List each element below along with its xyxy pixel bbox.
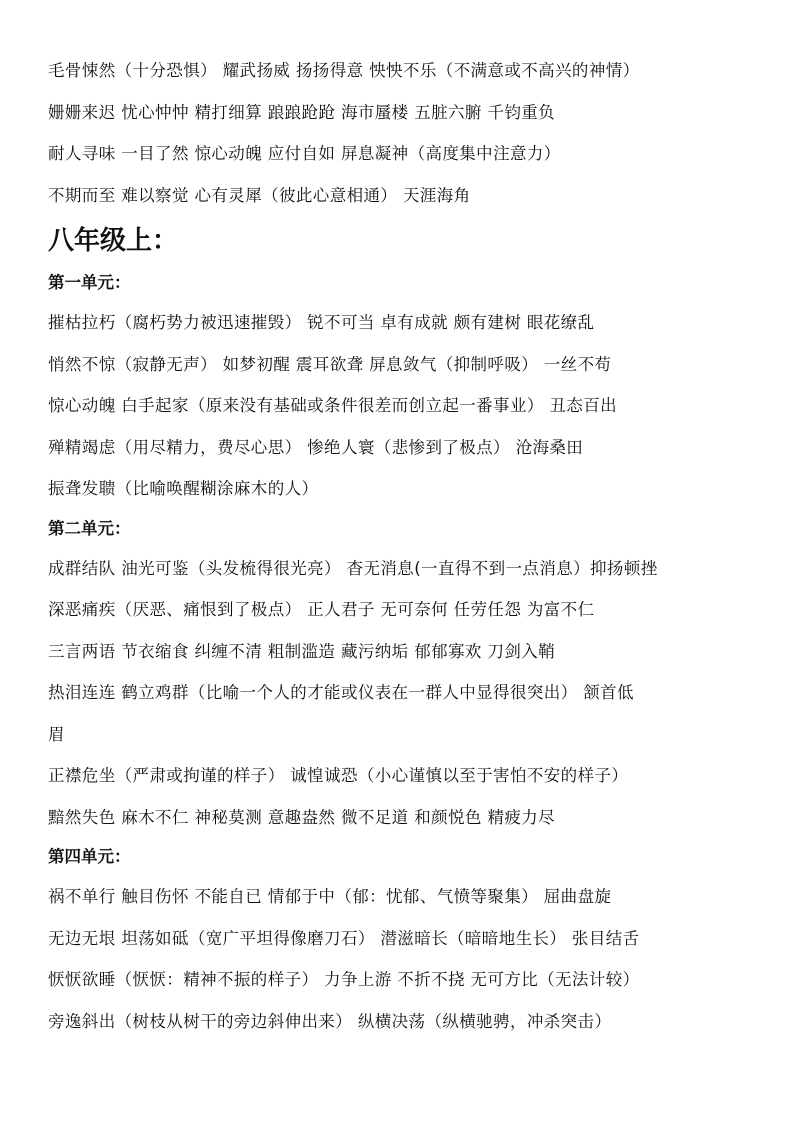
vocab-line: 祸不单行 触目伤怀 不能自已 情郁于中（郁：忧郁、气愤等聚集） 屈曲盘旋 xyxy=(48,887,612,906)
vocab-line: 黯然失色 麻木不仁 神秘莫测 意趣盎然 微不足道 和颜悦色 精疲力尽 xyxy=(48,807,556,827)
vocab-line: 摧枯拉朽（腐朽势力被迅速摧毁） 锐不可当 卓有成就 颇有建树 眼花缭乱 xyxy=(48,313,595,332)
vocab-line: 热泪连连 鹤立鸡群（比喻一个人的才能或仪表在一群人中显得很突出） 颔首低 xyxy=(48,683,634,702)
unit-heading: 第四单元： xyxy=(48,847,131,866)
vocab-line: 无边无垠 坦荡如砥（宽广平坦得像磨刀石） 潜滋暗长（暗暗地生长） 张目结舌 xyxy=(48,928,640,948)
vocab-line: 惊心动魄 白手起家（原来没有基础或条件很差而创立起一番事业） 丑态百出 xyxy=(48,396,617,415)
vocab-line: 耐人寻味 一目了然 惊心动魄 应付自如 屏息凝神（高度集中注意力） xyxy=(48,144,561,163)
vocab-line: 正襟危坐（严肃或拘谨的样子） 诚惶诚恐（小心谨慎以至于害怕不安的样子） xyxy=(48,766,629,785)
vocab-line: 毛骨悚然（十分恐惧） 耀武扬威 扬扬得意 怏怏不乐（不满意或不高兴的神情） xyxy=(48,61,640,80)
vocab-line: 姗姗来迟 忧心忡忡 精打细算 踉踉跄跄 海市蜃楼 五脏六腑 千钧重负 xyxy=(48,102,556,122)
unit-heading: 第一单元： xyxy=(48,273,131,292)
vocab-line: 殚精竭虑（用尽精力，费尽心思） 惨绝人寰（悲惨到了极点） 沧海桑田 xyxy=(48,437,584,457)
vocab-line: 三言两语 节衣缩食 纠缠不清 粗制滥造 藏污纳垢 郁郁寡欢 刀剑入鞘 xyxy=(48,641,556,661)
unit-4-section xyxy=(48,838,756,1042)
vocab-line: 成群结队 油光可鉴（头发梳得很光亮） 杳无消息(一直得不到一点消息）抑扬顿挫 xyxy=(48,558,658,578)
vocab-line: 眉 xyxy=(48,724,65,744)
vocab-line: 振聋发聩（比喻唤醒糊涂麻木的人） xyxy=(48,479,319,498)
unit-2-section xyxy=(48,510,756,839)
vocab-line: 旁逸斜出（树枝从树干的旁边斜伸出来） 纵横决荡（纵横驰骋，冲杀突击） xyxy=(48,1011,612,1031)
vocab-line: 恹恹欲睡（恹恹：精神不振的样子） 力争上游 不折不挠 无可方比（无法计较） xyxy=(48,970,640,989)
vocabulary-page xyxy=(48,50,756,1042)
intro-section xyxy=(48,50,756,216)
unit-heading: 第二单元： xyxy=(48,518,131,538)
unit-1-section xyxy=(48,264,756,510)
grade-heading: 八年级上： xyxy=(48,226,179,256)
vocab-line: 悄然不惊（寂静无声） 如梦初醒 震耳欲聋 屏息敛气（抑制呼吸） 一丝不苟 xyxy=(48,354,612,374)
vocab-line: 深恶痛疾（厌恶、痛恨到了极点） 正人君子 无可奈何 任劳任怨 为富不仁 xyxy=(48,600,595,619)
vocab-line: 不期而至 难以察觉 心有灵犀（彼此心意相通） 天涯海角 xyxy=(48,185,471,205)
